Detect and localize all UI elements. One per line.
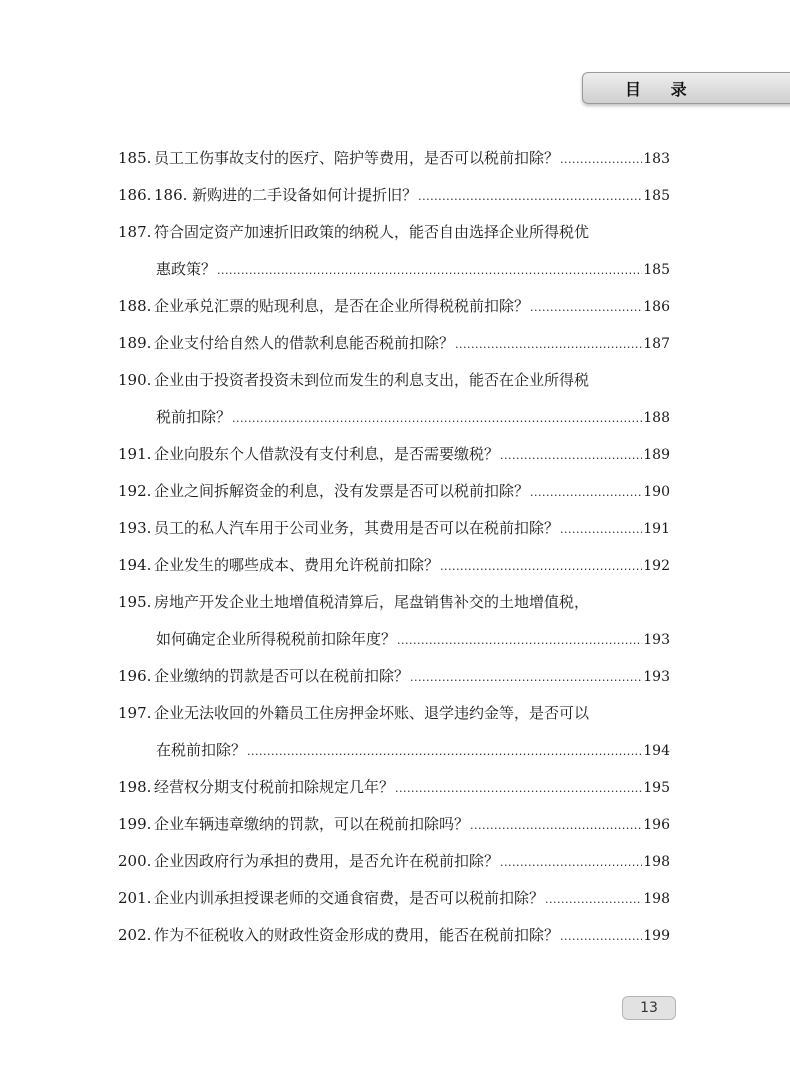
toc-entry-page: 193 [643,669,670,685]
toc-leader-dots [470,807,642,844]
toc-entry-line [118,214,670,251]
section-title: 目 录 [625,80,699,99]
toc-leader-dots [395,770,642,807]
toc-entry-title: 在税前扣除？ [156,741,247,759]
toc-entry-number: 185. [118,149,152,167]
toc-entry[interactable] [118,695,670,769]
toc-entry-page: 190 [643,484,670,500]
toc-entry-number: 189. [118,334,152,352]
toc-entry[interactable] [118,510,670,547]
toc-entry[interactable] [118,658,670,695]
toc-entry[interactable] [118,473,670,510]
toc-leader-dots [232,400,642,437]
toc-leader-dots [247,733,642,770]
toc-leader-dots [500,844,642,881]
toc-entry-title: 经营权分期支付税前扣除规定几年？ [154,778,395,796]
toc-entry-title: 企业缴纳的罚款是否可以在税前扣除？ [154,667,410,685]
toc-entry-number: 198. [118,778,152,796]
toc-entry-line [118,436,670,473]
toc-entry-line [118,917,670,954]
toc-entry-line [118,658,670,695]
toc-entry[interactable] [118,436,670,473]
toc-leader-dots [530,289,642,326]
toc-entry-number: 192. [118,482,152,500]
toc-entry-page: 186 [643,299,670,315]
toc-entry-page: 188 [643,410,670,426]
toc-entry-line [118,621,670,658]
toc-entry[interactable] [118,584,670,658]
toc-leader-dots [397,622,642,659]
toc-entry-title: 企业因政府行为承担的费用，是否允许在税前扣除？ [154,852,500,870]
toc-entry[interactable] [118,362,670,436]
toc-entry[interactable] [118,288,670,325]
toc-entry-title: 如何确定企业所得税税前扣除年度？ [156,630,397,648]
toc-entry-number: 194. [118,556,152,574]
toc-entry-line [118,880,670,917]
toc-entry-page: 191 [643,521,670,537]
toc-entry-page: 192 [643,558,670,574]
toc-entry-number: 201. [118,889,152,907]
toc-entry[interactable] [118,325,670,362]
toc-entry[interactable] [118,806,670,843]
toc-entry-line [118,325,670,362]
toc-entry-line [118,584,670,621]
toc-entry[interactable] [118,769,670,806]
toc-leader-dots [545,881,642,918]
toc-entry-title: 企业无法收回的外籍员工住房押金坏账、退学违约金等，是否可以 [154,704,590,722]
toc-leader-dots [217,252,642,289]
toc-entry-line [118,695,670,732]
toc-leader-dots [500,437,642,474]
toc-entry-line [118,473,670,510]
toc-entry-page: 185 [643,262,670,278]
toc-leader-dots [455,326,642,363]
toc-entry-title: 惠政策？ [156,260,217,278]
toc-entry-title: 企业承兑汇票的贴现利息，是否在企业所得税税前扣除？ [154,297,530,315]
toc-entry-number: 197. [118,704,152,722]
toc-entry-title: 企业向股东个人借款没有支付利息，是否需要缴税？ [154,445,500,463]
toc-entry-line [118,806,670,843]
toc-entry-title: 员工工伤事故支付的医疗、陪护等费用，是否可以税前扣除？ [154,149,560,167]
toc-entry-page: 183 [643,151,670,167]
toc-leader-dots [418,178,642,215]
page-number: 13 [622,996,676,1020]
toc-entry-page: 185 [643,188,670,204]
toc-entry-page: 199 [643,928,670,944]
toc-entry-page: 196 [643,817,670,833]
toc-entry-title: 房地产开发企业土地增值税清算后，尾盘销售补交的土地增值税， [154,593,590,611]
toc-entry-title: 企业发生的哪些成本、费用允许税前扣除？ [154,556,440,574]
toc-entry-line [118,288,670,325]
toc-entry-page: 189 [643,447,670,463]
toc-entry-page: 194 [643,743,670,759]
toc-entry-title: 企业由于投资者投资未到位而发生的利息支出，能否在企业所得税 [154,371,590,389]
toc-entry-number: 193. [118,519,152,537]
toc-entry[interactable] [118,880,670,917]
toc-entry-page: 198 [643,891,670,907]
toc-entry-line [118,547,670,584]
toc-entry-title: 企业内训承担授课老师的交通食宿费，是否可以税前扣除？ [154,889,545,907]
toc-leader-dots [560,141,642,178]
toc-entry-title: 186. 新购进的二手设备如何计提折旧？ [154,186,418,204]
toc-entry-number: 195. [118,593,152,611]
toc-leader-dots [410,659,642,696]
toc-entry-title: 企业车辆违章缴纳的罚款，可以在税前扣除吗？ [154,815,470,833]
toc-entry[interactable] [118,917,670,954]
section-header-tab [582,72,790,104]
toc-entry-line [118,177,670,214]
toc-entry-title: 企业支付给自然人的借款利息能否税前扣除？ [154,334,455,352]
toc-entry-line [118,769,670,806]
toc-entry-line [118,843,670,880]
toc-entry-line [118,251,670,288]
toc-entry-line [118,510,670,547]
toc-entry-page: 193 [643,632,670,648]
toc-entry-number: 190. [118,371,152,389]
toc-entry-number: 199. [118,815,152,833]
toc-leader-dots [560,511,642,548]
toc-entry-number: 188. [118,297,152,315]
toc-entry-number: 186. [118,186,152,204]
toc-entry[interactable] [118,214,670,288]
toc-entry-line [118,140,670,177]
toc-entry-number: 200. [118,852,152,870]
toc-entry-page: 198 [643,854,670,870]
toc-entry-title: 税前扣除？ [156,408,232,426]
toc-leader-dots [440,548,642,585]
toc-entry-number: 196. [118,667,152,685]
toc-entry[interactable] [118,843,670,880]
toc-leader-dots [560,918,642,955]
toc-entry-page: 195 [643,780,670,796]
toc-entry-title: 符合固定资产加速折旧政策的纳税人，能否自由选择企业所得税优 [154,223,590,241]
toc-entry-line [118,399,670,436]
toc-entry-number: 191. [118,445,152,463]
toc-entry[interactable] [118,177,670,214]
toc-entry-page: 187 [643,336,670,352]
toc-leader-dots [530,474,642,511]
table-of-contents [118,140,670,954]
toc-entry-number: 202. [118,926,152,944]
toc-entry-line [118,362,670,399]
toc-entry-line [118,732,670,769]
toc-entry[interactable] [118,547,670,584]
toc-entry[interactable] [118,140,670,177]
toc-entry-title: 企业之间拆解资金的利息，没有发票是否可以税前扣除？ [154,482,530,500]
toc-entry-title: 员工的私人汽车用于公司业务，其费用是否可以在税前扣除？ [154,519,560,537]
toc-entry-number: 187. [118,223,152,241]
toc-entry-title: 作为不征税收入的财政性资金形成的费用，能否在税前扣除？ [154,926,560,944]
